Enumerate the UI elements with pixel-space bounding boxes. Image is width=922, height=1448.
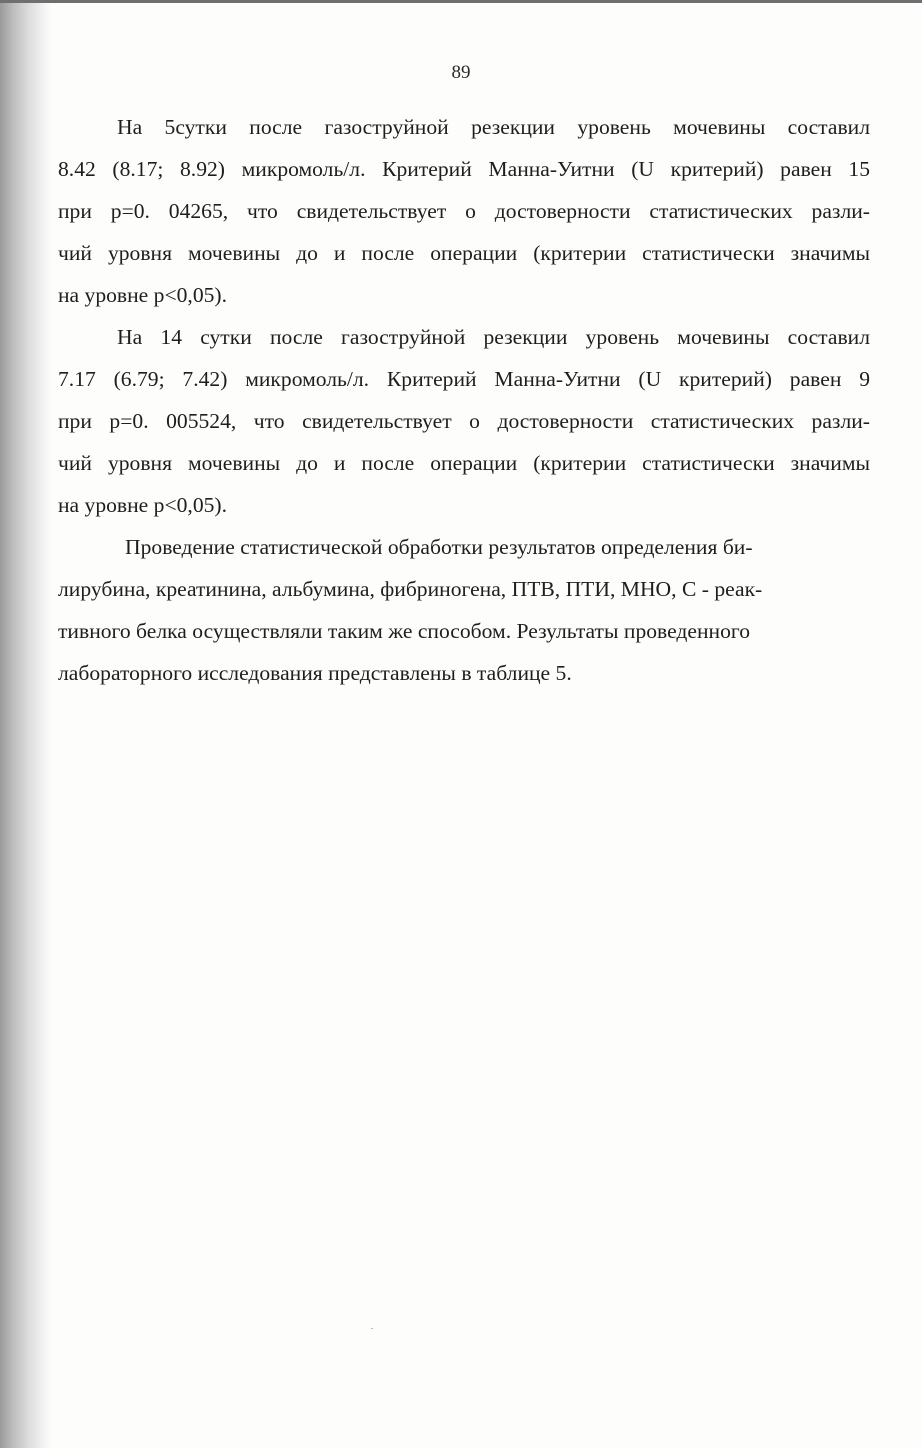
paragraph-line: На 5сутки после газоструйной резекции уровень мочевины составил: [117, 115, 870, 139]
paragraph-line: при p=0. 005524, что свидетельствует о достоверности статистических разли-: [58, 409, 870, 433]
scan-speck: [371, 1328, 373, 1329]
paragraph-line: лабораторного исследования представлены в таблице 5.: [58, 661, 572, 685]
paragraph-statistical-processing: [58, 526, 870, 694]
paragraph-line: при p=0. 04265, что свидетельствует о достоверности статистических разли-: [58, 199, 870, 223]
paragraph-line: лирубина, креатинина, альбумина, фибриногена, ПТВ, ПТИ, МНО, С - реак-: [58, 577, 763, 601]
scan-binding-shadow: [0, 0, 52, 1448]
paragraph-line: чий уровня мочевины до и после операции (критерии статистически значимы: [58, 241, 870, 265]
paragraph-line: на уровне p<0,05).: [58, 283, 228, 307]
paragraph-urea-day-14: [58, 316, 870, 526]
paragraph-line: На 14 сутки после газоструйной резекции уровень мочевины составил: [117, 325, 870, 349]
paragraph-line: Проведение статистической обработки результатов определения би-: [125, 535, 753, 559]
paragraph-line: тивного белка осуществляли таким же способом. Результаты проведенного: [58, 619, 751, 643]
body-text: [58, 106, 870, 694]
paragraph-line: чий уровня мочевины до и после операции (критерии статистически значимы: [58, 451, 870, 475]
scan-top-edge: [0, 0, 922, 3]
paragraph-line: на уровне p<0,05).: [58, 493, 228, 517]
paragraph-line: 7.17 (6.79; 7.42) микромоль/л. Критерий Манна-Уитни (U критерий) равен 9: [58, 367, 870, 391]
paragraph-urea-day-5: [58, 106, 870, 316]
paragraph-line: 8.42 (8.17; 8.92) микромоль/л. Критерий Манна-Уитни (U критерий) равен 15: [58, 157, 870, 181]
page-number: 89: [451, 62, 471, 83]
